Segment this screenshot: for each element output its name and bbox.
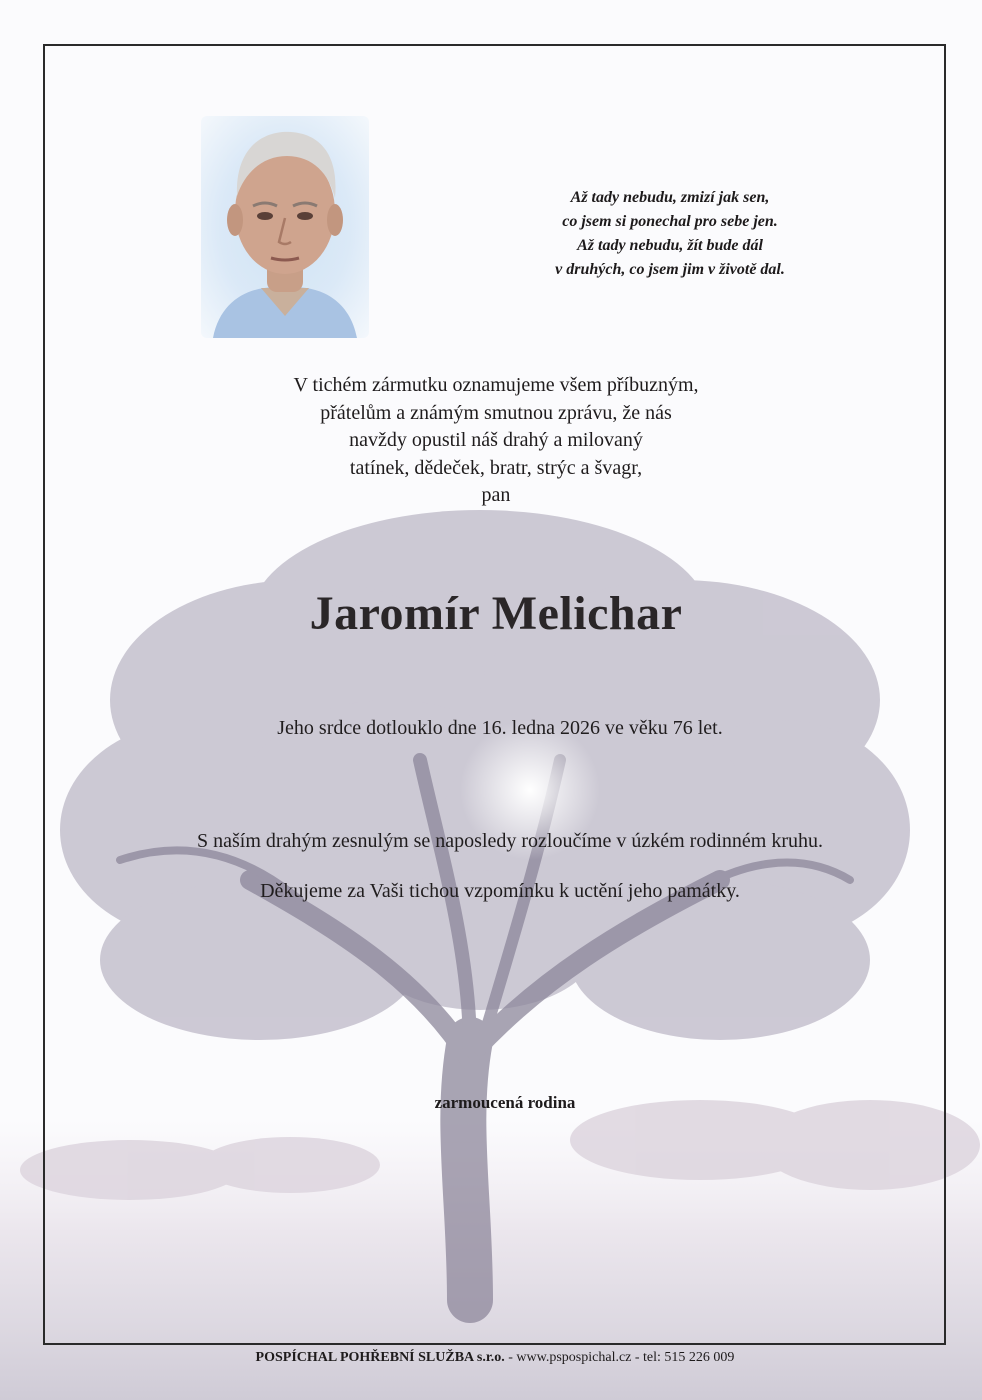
poem-line: Až tady nebudu, žít bude dál — [577, 237, 763, 254]
portrait-photo — [201, 116, 369, 338]
memorial-poem — [500, 186, 840, 282]
announcement-line: pan — [481, 484, 511, 506]
death-date-notice: Jeho srdce dotlouklo dne 16. ledna 2026 ve věku 76 let. — [277, 717, 723, 739]
family-signature: zarmoucená rodina — [434, 1093, 576, 1112]
thanks-notice: Děkujeme za Vaši tichou vzpomínku k uctění jeho památky. — [260, 880, 740, 902]
announcement-line: přátelům a známým smutnou zprávu, že nás — [320, 401, 672, 424]
announcement-line: V tichém zármutku oznamujeme všem příbuzným, — [293, 374, 699, 396]
poem-line: v druhých, co jsem jim v životě dal. — [555, 261, 785, 278]
poem-line: Až tady nebudu, zmizí jak sen, — [570, 189, 770, 206]
announcement-text — [200, 372, 792, 510]
company-name: POSPÍCHAL POHŘEBNÍ SLUŽBA s.r.o. — [255, 1350, 505, 1365]
company-contact: - www.pspospichal.cz - tel: 515 226 009 — [504, 1350, 735, 1365]
farewell-notice: S naším drahým zesnulým se naposledy rozloučíme v úzkém rodinném kruhu. — [197, 830, 823, 852]
poem-line: co jsem si ponechal pro sebe jen. — [562, 213, 778, 230]
announcement-line: tatínek, dědeček, bratr, strýc a švagr, — [349, 456, 643, 479]
announcement-line: navždy opustil náš drahý a milovaný — [349, 429, 643, 451]
funeral-service-footer — [100, 1350, 890, 1366]
deceased-name: Jaromír Melichar — [309, 587, 683, 640]
